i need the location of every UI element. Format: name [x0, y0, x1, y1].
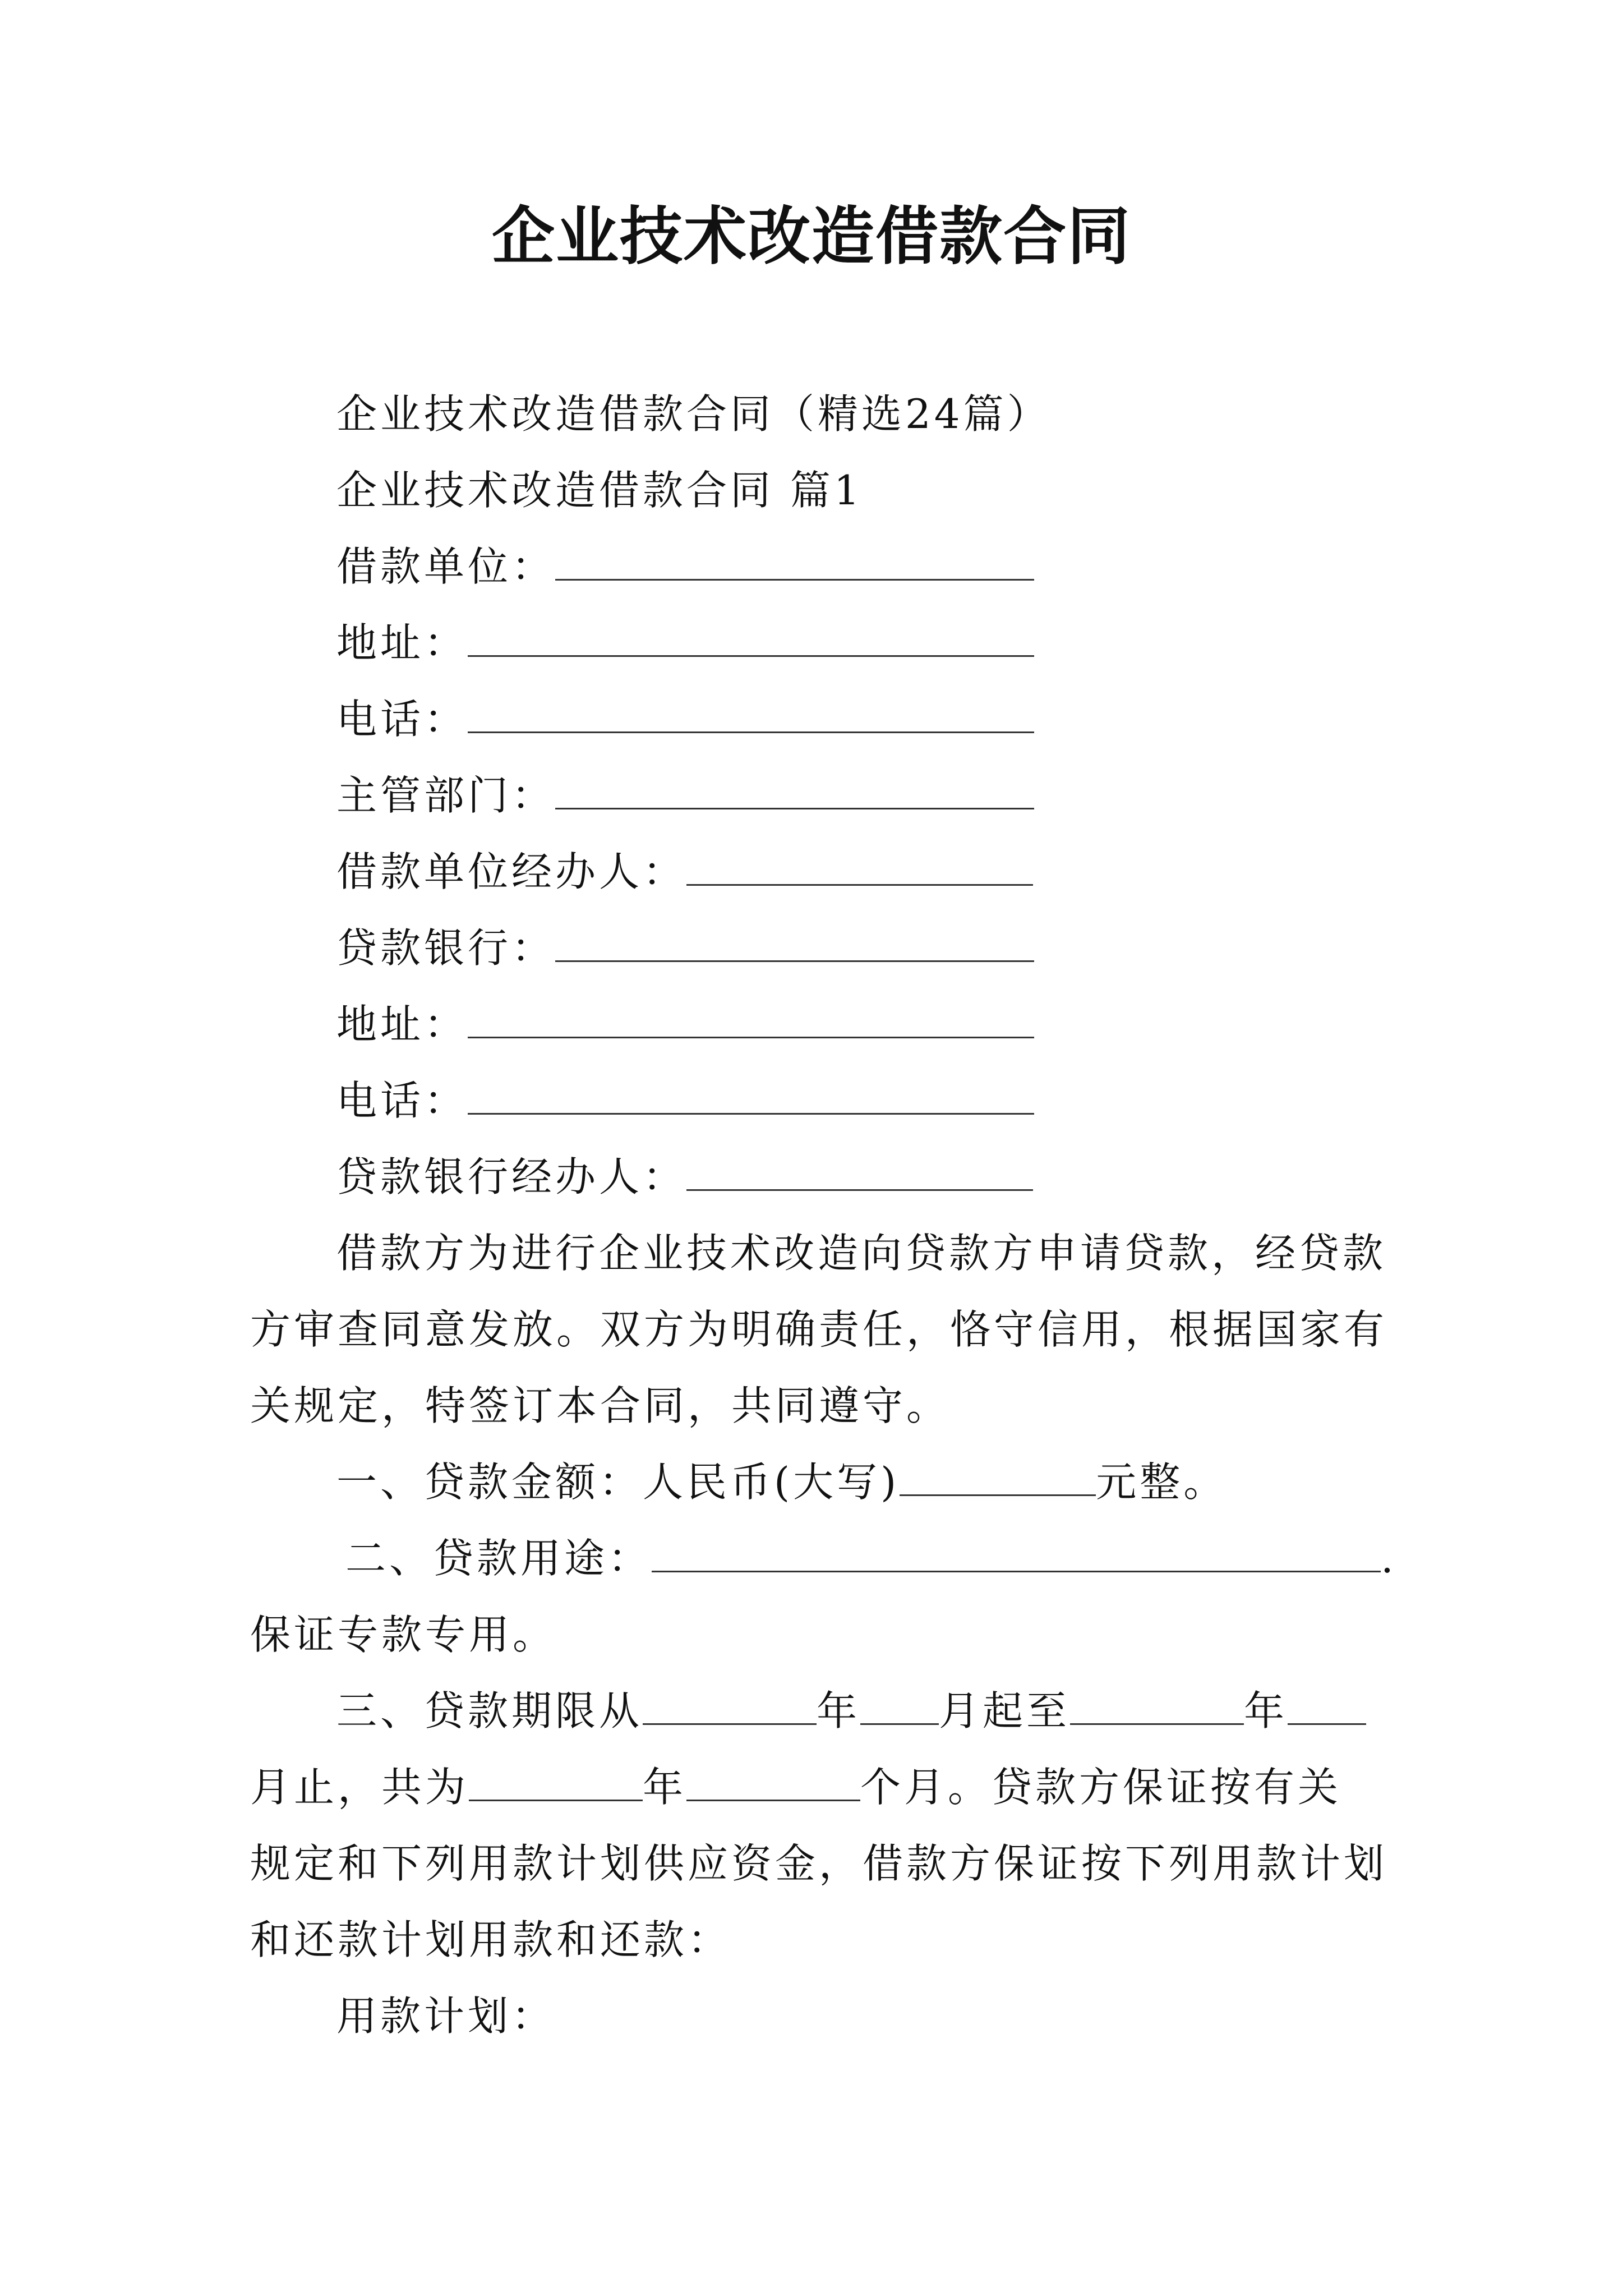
bank-agent-blank [686, 1149, 1033, 1191]
term-l2-prefix: 月止，共为 [250, 1764, 469, 1811]
intro-line-2: 方审查同意发放。双方为明确责任，恪守信用，根据国家有 [250, 1306, 1388, 1353]
borrower-field [336, 539, 1034, 595]
purpose-cont: 保证专款专用。 [250, 1611, 557, 1658]
term-end-year-blank [1070, 1683, 1244, 1725]
term-years-blank [469, 1759, 643, 1801]
clause-amount [336, 1454, 1227, 1510]
term-start-month-blank [860, 1683, 939, 1725]
page-title: 企业技术改造借款合同 [492, 200, 1131, 273]
section-heading: 企业技术改造借款合同 篇1 [336, 467, 863, 514]
purpose-end: . [1381, 1535, 1397, 1582]
term-l2-suffix: 个月。贷款方保证按有关 [860, 1764, 1342, 1811]
authority-field [336, 767, 1034, 823]
bank-address-label: 地址： [336, 1001, 468, 1048]
bank-phone-blank [468, 1073, 1034, 1115]
purpose-prefix: 二、贷款用途： [345, 1535, 652, 1582]
bank-address-blank [468, 996, 1034, 1038]
borrower-phone-blank [468, 691, 1034, 733]
bank-address-field [336, 996, 1034, 1052]
clause-term-line-3: 规定和下列用款计划供应资金，借款方保证按下列用款计划 [250, 1840, 1388, 1887]
bank-field [336, 920, 1034, 976]
bank-phone-label: 电话： [336, 1077, 468, 1124]
clause-term-line-1 [336, 1683, 1366, 1739]
borrower-address-field [336, 615, 1034, 671]
bank-label: 贷款银行： [336, 924, 556, 972]
borrower-agent-field [336, 844, 1033, 900]
borrower-address-blank [468, 615, 1034, 657]
amount-suffix: 元整。 [1096, 1458, 1228, 1506]
authority-label: 主管部门： [336, 772, 556, 819]
term-l2-year-label: 年 [643, 1764, 687, 1811]
bank-phone-field [336, 1073, 1034, 1129]
amount-blank [900, 1454, 1096, 1496]
borrower-address-label: 地址： [336, 619, 468, 666]
term-prefix: 三、贷款期限从 [336, 1687, 643, 1734]
term-start-year-blank [643, 1683, 817, 1725]
borrower-label: 借款单位： [336, 543, 556, 590]
bank-blank [555, 920, 1034, 962]
borrower-blank [555, 539, 1034, 581]
borrower-agent-label: 借款单位经办人： [336, 848, 687, 895]
intro-line-1: 借款方为进行企业技术改造向贷款方申请贷款，经贷款 [336, 1230, 1387, 1277]
clause-term-line-2 [250, 1759, 1341, 1815]
bank-agent-label: 贷款银行经办人： [336, 1153, 687, 1200]
document-subtitle: 企业技术改造借款合同（精选24篇） [336, 390, 1051, 438]
plan-label: 用款计划： [336, 1993, 556, 2040]
term-year2-label: 年 [1244, 1687, 1288, 1734]
term-month-label: 月起至 [939, 1687, 1071, 1734]
term-year-label: 年 [817, 1687, 861, 1734]
intro-line-3: 关规定，特签订本合同，共同遵守。 [250, 1382, 951, 1429]
clause-purpose [345, 1530, 1397, 1586]
purpose-blank [652, 1530, 1381, 1572]
borrower-agent-blank [686, 844, 1033, 886]
amount-prefix: 一、贷款金额：人民币(大写) [336, 1458, 900, 1506]
bank-agent-field [336, 1149, 1033, 1205]
authority-blank [555, 767, 1034, 809]
term-end-month-blank [1288, 1683, 1366, 1725]
borrower-phone-field [336, 691, 1034, 747]
borrower-phone-label: 电话： [336, 696, 468, 743]
term-months-blank [686, 1759, 860, 1801]
clause-term-line-4: 和还款计划用款和还款： [250, 1916, 732, 1963]
